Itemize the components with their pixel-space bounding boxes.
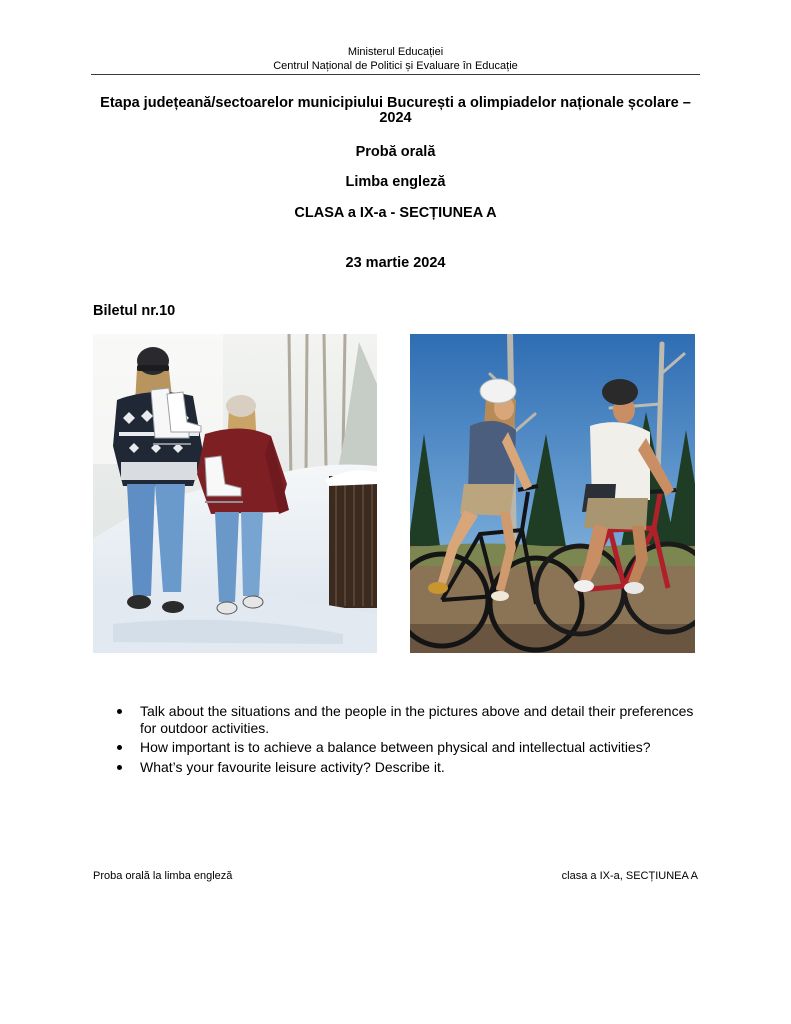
woman-left-boot bbox=[127, 595, 151, 609]
exam-date: 23 martie 2024 bbox=[345, 255, 446, 271]
man-cyclist-shoe bbox=[574, 580, 594, 592]
question-item bbox=[0, 759, 702, 776]
woman-hat-band bbox=[137, 365, 169, 371]
child-right-shoe bbox=[243, 596, 263, 608]
woman-cyclist-shoe bbox=[428, 582, 448, 594]
child-left-shoe bbox=[217, 602, 237, 614]
woman-cyclist-helmet bbox=[480, 379, 516, 403]
bullet-icon bbox=[117, 745, 122, 750]
winter-photo-svg bbox=[93, 334, 377, 653]
cycling-photo-svg bbox=[410, 334, 695, 653]
question-text: Talk about the situations and the people in the pictures above and detail their preferences for outdoor activities. bbox=[140, 703, 694, 736]
ticket-number: Biletul nr.10 bbox=[93, 303, 176, 319]
child-left-leg bbox=[215, 512, 239, 602]
title-line-1: Etapa județeană/sectoarelor municipiului București a olimpiadelor naționale școlare – bbox=[100, 95, 691, 111]
man-cyclist-shoe-2 bbox=[624, 582, 644, 594]
child-hat bbox=[226, 395, 256, 417]
woman-right-boot bbox=[162, 601, 184, 613]
question-item bbox=[0, 739, 702, 756]
question-item bbox=[0, 703, 702, 737]
wooden-fence bbox=[325, 470, 377, 608]
cycling-photo bbox=[410, 334, 695, 653]
header-ministry: Ministerul Educației bbox=[347, 46, 444, 58]
footer-right: clasa a IX-a, SECȚIUNEA A bbox=[561, 870, 698, 882]
woman-cyclist-shorts bbox=[460, 484, 514, 516]
title-line-2: 2024 bbox=[379, 110, 412, 126]
subject: Limba engleză bbox=[345, 174, 446, 190]
header-divider bbox=[91, 74, 700, 75]
question-text: How important is to achieve a balance between physical and intellectual activities? bbox=[140, 739, 651, 755]
man-cyclist-shorts bbox=[584, 498, 648, 530]
exam-type: Probă orală bbox=[355, 144, 436, 160]
class-section: CLASA a IX-a - SECȚIUNEA A bbox=[294, 205, 497, 221]
header-center: Centrul Național de Politici și Evaluare în Educație bbox=[273, 60, 518, 72]
winter-photo bbox=[93, 334, 377, 653]
question-text: What’s your favourite leisure activity? Describe it. bbox=[140, 759, 445, 775]
question-list bbox=[0, 703, 791, 776]
footer-left: Proba orală la limba engleză bbox=[93, 870, 233, 882]
bullet-icon bbox=[117, 765, 122, 770]
woman-cyclist-shoe-2 bbox=[491, 591, 509, 601]
bullet-icon bbox=[117, 709, 122, 714]
man-cyclist-helmet bbox=[602, 379, 638, 405]
